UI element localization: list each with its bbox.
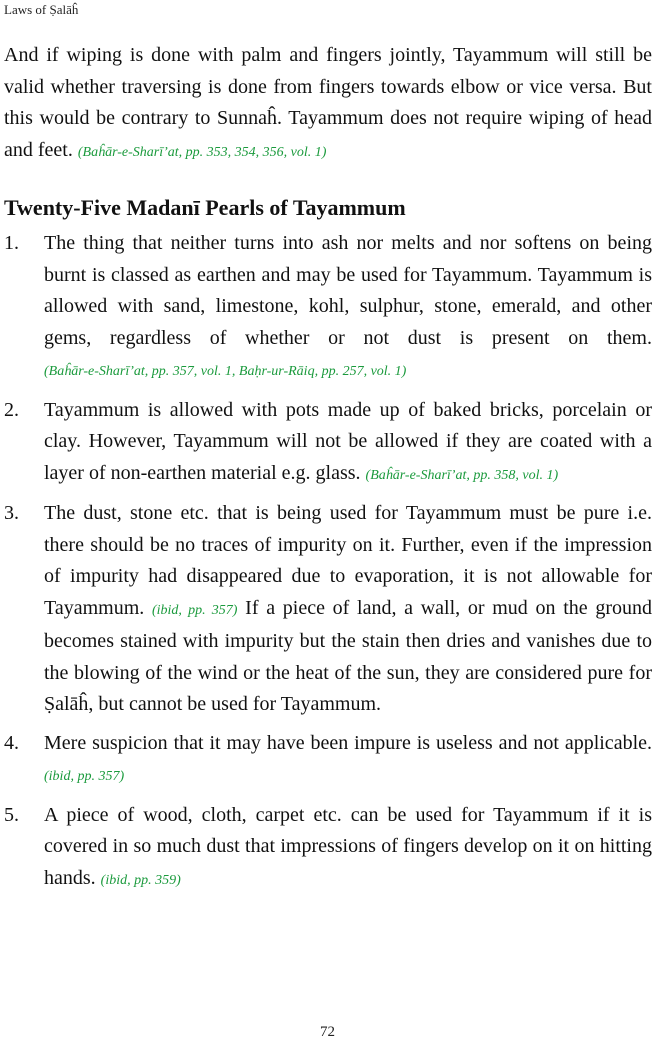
pearl-text-continued: If a piece of land, a wall, or mud on the ground becomes stained with impurity but the stain then dries and vanishes due to the blowing of the wind or the heat of the sun, they are considered pure for Ṣalāĥ, but cannot be used for Tayammum. [44,596,652,715]
list-item-text [44,728,652,793]
list-item-number: 5. [4,803,19,826]
list-item-number: 3. [4,502,19,524]
list-item-text [44,228,652,388]
intro-paragraph [4,40,652,168]
page-body [4,40,652,903]
section-title: Twenty-Five Madanī Pearls of Tayammum [4,195,406,220]
list-item [4,728,652,793]
list-item-text [44,800,652,897]
list-item-number: 2. [4,398,19,421]
page-number: 72 [320,1024,335,1040]
list-item-text [44,395,652,492]
pearl-text: A piece of wood, cloth, carpet etc. can be used for Tayammum if it is covered in so much dust that impressions of fingers develop on it on hitting hands. [44,803,652,889]
running-header: Laws of Ṣalāĥ [4,2,79,17]
list-item [4,395,652,492]
intro-text: And if wiping is done with palm and fingers jointly, Tayammum will still be valid whether traversing is done from fingers towards elbow or vice versa. But this would be contrary to Sunnaĥ. Tayammum does not require wiping of head and feet. [4,44,652,161]
pearls-list [4,228,652,896]
pearl-citation: (ibid, pp. 357) [44,769,125,784]
pearl-citation: (Baĥār-e-Sharī’at, pp. 358, vol. 1) [365,467,559,483]
pearl-text: The thing that neither turns into ash nor melts and nor softens on being burnt is classed as earthen and may be used for Tayammum. Tayammum is allowed with sand, limestone, kohl, sulphur, stone, emerald, and other gems, regardless of whether or not dust is present on them. [44,232,652,349]
pearl-text: Mere suspicion that it may have been impure is useless and not applicable. [44,731,652,754]
list-item [4,228,652,388]
list-item [4,800,652,897]
list-item-number: 4. [4,731,19,754]
pearl-citation: (ibid, pp. 359) [100,872,181,888]
pearl-text: Tayammum is allowed with pots made up of baked bricks, porcelain or clay. However, Tayammum will not be allowed if they are coated with a layer of non-earthen material e.g. glass. [44,398,652,484]
pearl-citation: (Baĥār-e-Sharī’at, pp. 357, vol. 1, Baḥr-ur-Rāiq, pp. 257, vol. 1) [44,364,407,379]
list-item-text [44,498,652,721]
intro-citation: (Baĥār-e-Sharī’at, pp. 353, 354, 356, vol. 1) [77,144,327,160]
pearl-citation: (ibid, pp. 357) [151,602,238,618]
list-item [4,498,652,721]
list-item-number: 1. [4,232,19,254]
pearl-text: The dust, stone etc. that is being used for Tayammum must be pure i.e. there should be no traces of impurity on it. Further, even if the impression of impurity had disappeared due to evaporation, it is not allowable for Tayammum. [44,502,652,619]
